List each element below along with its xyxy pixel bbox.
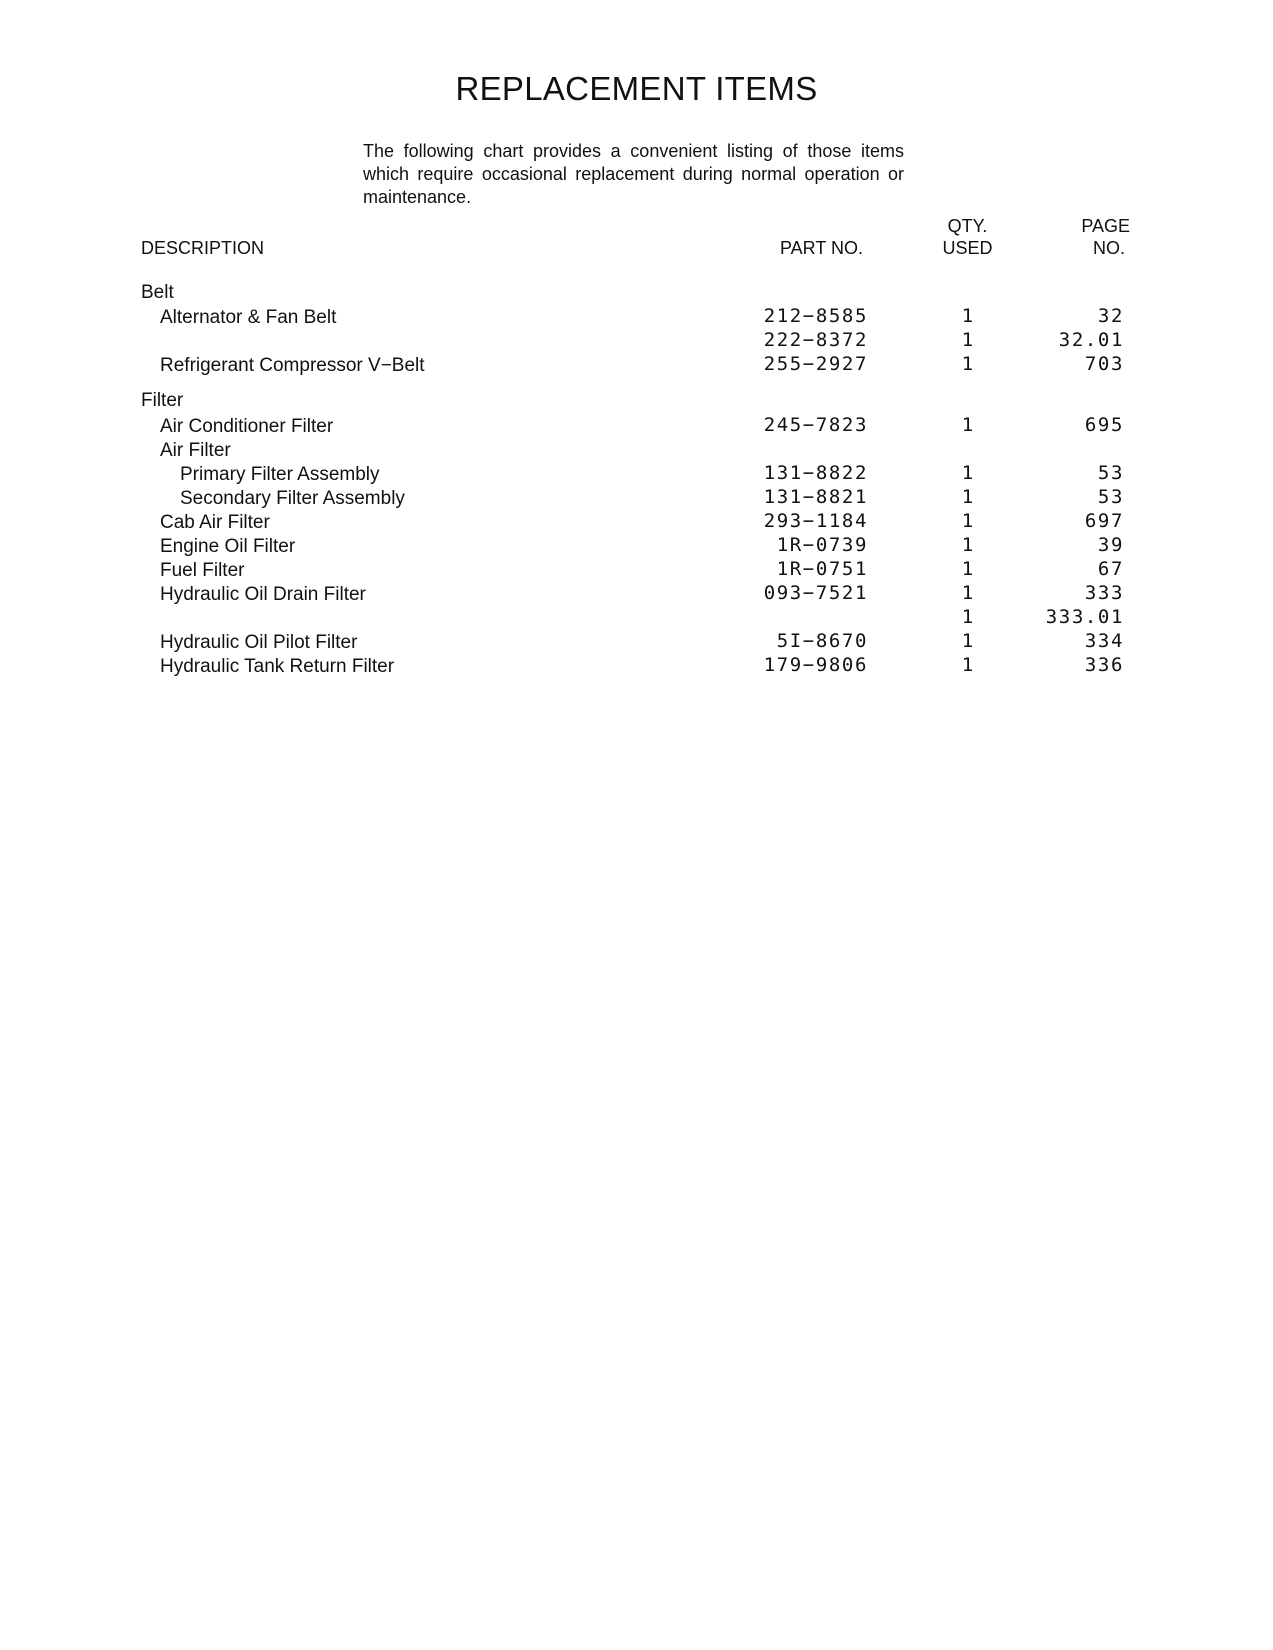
row-qty: 1 [961, 654, 974, 676]
table-row [0, 510, 1273, 536]
header-qty-line2: USED [942, 238, 993, 258]
row-page-no: 32 [1097, 305, 1124, 327]
row-page-no: 336 [1084, 654, 1124, 676]
row-qty: 1 [961, 414, 974, 436]
row-description: Engine Oil Filter [160, 536, 296, 557]
row-part-no: 293−1184 [763, 510, 868, 532]
row-qty: 1 [961, 462, 974, 484]
table-row [0, 329, 1273, 355]
header-qty-used [920, 215, 1015, 259]
row-qty: 1 [961, 486, 974, 508]
table-row [0, 534, 1273, 560]
row-description: Air Filter [160, 440, 231, 461]
row-description: Hydraulic Tank Return Filter [160, 656, 395, 677]
table-row [0, 305, 1273, 331]
row-part-no: 5I−8670 [776, 630, 868, 652]
row-description: Air Conditioner Filter [160, 416, 334, 437]
header-page-line1: PAGE [1081, 216, 1130, 236]
row-description: Refrigerant Compressor V−Belt [160, 355, 425, 376]
row-page-no: 32.01 [1058, 329, 1124, 351]
row-qty: 1 [961, 534, 974, 556]
row-part-no: 245−7823 [763, 414, 868, 436]
row-description: Fuel Filter [160, 560, 245, 581]
row-qty: 1 [961, 353, 974, 375]
row-qty: 1 [961, 329, 974, 351]
header-part-no: PART NO. [779, 238, 863, 258]
table-row [0, 654, 1273, 680]
table-row [0, 280, 1273, 306]
row-qty: 1 [961, 582, 974, 604]
row-page-no: 67 [1097, 558, 1124, 580]
header-qty-line1: QTY. [947, 216, 988, 236]
row-page-no: 695 [1084, 414, 1124, 436]
row-part-no: 222−8372 [763, 329, 868, 351]
row-page-no: 333 [1084, 582, 1124, 604]
row-description: Secondary Filter Assembly [180, 488, 405, 509]
table-row [0, 462, 1273, 488]
row-part-no: 1R−0739 [776, 534, 868, 556]
row-part-no: 1R−0751 [776, 558, 868, 580]
table-row [0, 414, 1273, 440]
row-page-no: 697 [1084, 510, 1124, 532]
row-description: Primary Filter Assembly [180, 464, 380, 485]
row-description: Alternator & Fan Belt [160, 307, 337, 328]
table-row [0, 486, 1273, 512]
row-qty: 1 [961, 606, 974, 628]
intro-paragraph: The following chart provides a convenient listing of those items which require occasional replacement during normal operation or maintenance. [363, 141, 904, 207]
row-page-no: 334 [1084, 630, 1124, 652]
row-description: Filter [141, 390, 184, 411]
row-page-no: 703 [1084, 353, 1124, 375]
table-row [0, 353, 1273, 379]
table-row [0, 438, 1273, 464]
row-part-no: 131−8822 [763, 462, 868, 484]
row-part-no: 131−8821 [763, 486, 868, 508]
table-row [0, 630, 1273, 656]
row-page-no: 53 [1097, 486, 1124, 508]
row-page-no: 39 [1097, 534, 1124, 556]
row-part-no: 212−8585 [763, 305, 868, 327]
page-title: REPLACEMENT ITEMS [455, 70, 818, 107]
row-qty: 1 [961, 510, 974, 532]
row-qty: 1 [961, 630, 974, 652]
row-part-no: 093−7521 [763, 582, 868, 604]
row-qty: 1 [961, 558, 974, 580]
header-page-no [1040, 215, 1165, 259]
row-qty: 1 [961, 305, 974, 327]
table-row [0, 582, 1273, 608]
row-description: Hydraulic Oil Pilot Filter [160, 632, 358, 653]
row-part-no: 255−2927 [763, 353, 868, 375]
table-row [0, 606, 1273, 632]
row-description: Hydraulic Oil Drain Filter [160, 584, 366, 605]
row-part-no: 179−9806 [763, 654, 868, 676]
row-page-no: 333.01 [1045, 606, 1124, 628]
table-row [0, 388, 1273, 414]
header-page-line2: NO. [1092, 238, 1125, 258]
header-description: DESCRIPTION [141, 238, 265, 258]
table-row [0, 558, 1273, 584]
row-page-no: 53 [1097, 462, 1124, 484]
row-description: Belt [141, 282, 174, 303]
row-description: Cab Air Filter [160, 512, 270, 533]
